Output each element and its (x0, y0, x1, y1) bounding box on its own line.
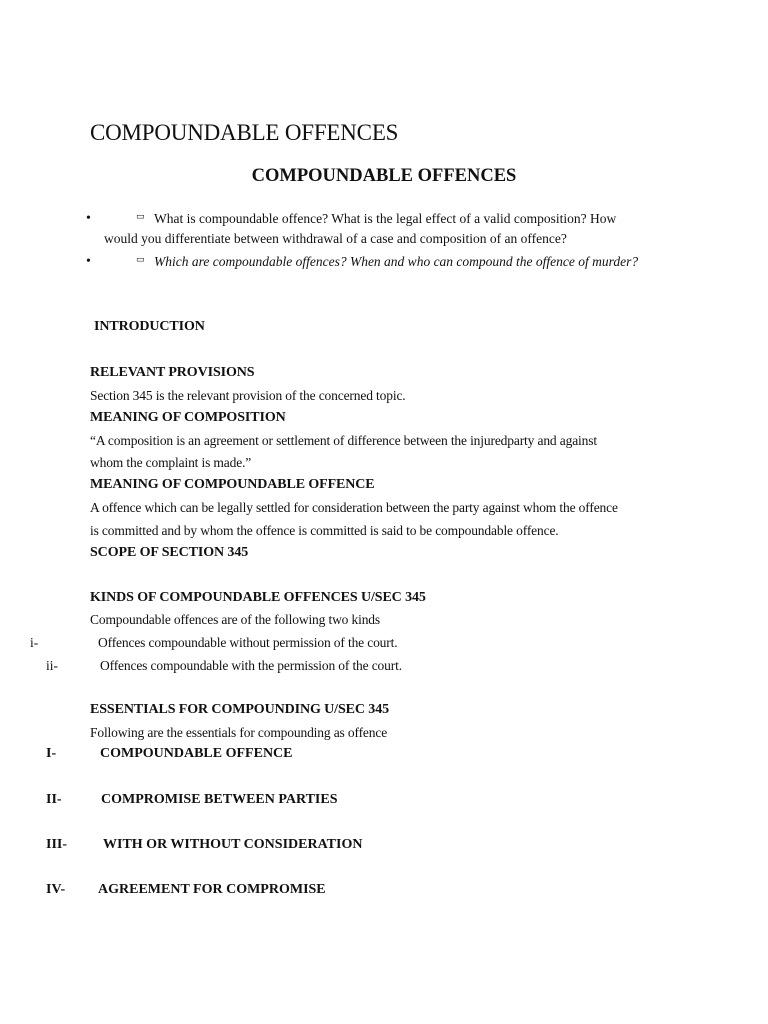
meaning-composition-line-2: whom the complaint is made.” (90, 455, 252, 470)
page-title: COMPOUNDABLE OFFENCES (90, 120, 399, 145)
meaning-composition-line-1: “A composition is an agreement or settlement of difference between the injuredparty and against (90, 433, 597, 448)
kinds-item-1-text: Offences compoundable without permission of the court. (98, 635, 398, 650)
question-1-line-1: What is compoundable offence? What is the legal effect of a valid composition? How (154, 211, 617, 226)
meaning-compoundable-heading: MEANING OF COMPOUNDABLE OFFENCE (90, 477, 375, 492)
essentials-heading: ESSENTIALS FOR COMPOUNDING U/SEC 345 (90, 702, 389, 717)
essentials-item-3-number: III- (46, 837, 68, 852)
meaning-compoundable-line-2: is committed and by whom the offence is committed is said to be compoundable offence. (90, 523, 559, 538)
introduction-heading: INTRODUCTION (94, 319, 205, 334)
center-heading: COMPOUNDABLE OFFENCES (251, 166, 517, 186)
scope-heading: SCOPE OF SECTION 345 (90, 545, 249, 560)
question-2-line-1: Which are compoundable offences? When and who can compound the offence of murder? (154, 254, 639, 269)
kinds-heading: KINDS OF COMPOUNDABLE OFFENCES U/SEC 345 (90, 590, 426, 605)
box-icon: ▭ (136, 211, 145, 221)
kinds-item-1-number: i- (30, 635, 39, 650)
essentials-item-1-text: COMPOUNDABLE OFFENCE (100, 746, 293, 761)
essentials-item-3-text: WITH OR WITHOUT CONSIDERATION (103, 837, 363, 852)
kinds-intro: Compoundable offences are of the following two kinds (90, 612, 381, 627)
meaning-composition-heading: MEANING OF COMPOSITION (90, 410, 286, 425)
meaning-compoundable-line-1: A offence which can be legally settled for consideration between the party against whom the offence (90, 500, 618, 515)
essentials-item-4-number: IV- (46, 882, 66, 897)
bullet-icon: • (86, 254, 91, 269)
bullet-icon: • (86, 211, 91, 226)
kinds-item-2-number: ii- (46, 658, 58, 673)
essentials-item-2-text: COMPROMISE BETWEEN PARTIES (101, 792, 338, 807)
relevant-provisions-text: Section 345 is the relevant provision of the concerned topic. (90, 388, 406, 403)
box-icon: ▭ (136, 254, 145, 264)
essentials-item-1-number: I- (46, 746, 57, 761)
relevant-provisions-heading: RELEVANT PROVISIONS (90, 365, 255, 380)
essentials-item-2-number: II- (46, 792, 62, 807)
essentials-item-4-text: AGREEMENT FOR COMPROMISE (98, 882, 326, 897)
question-1-line-2: would you differentiate between withdrawal of a case and composition of an offence? (104, 231, 567, 246)
essentials-intro: Following are the essentials for compounding as offence (90, 725, 388, 740)
kinds-item-2-text: Offences compoundable with the permission of the court. (100, 658, 402, 673)
